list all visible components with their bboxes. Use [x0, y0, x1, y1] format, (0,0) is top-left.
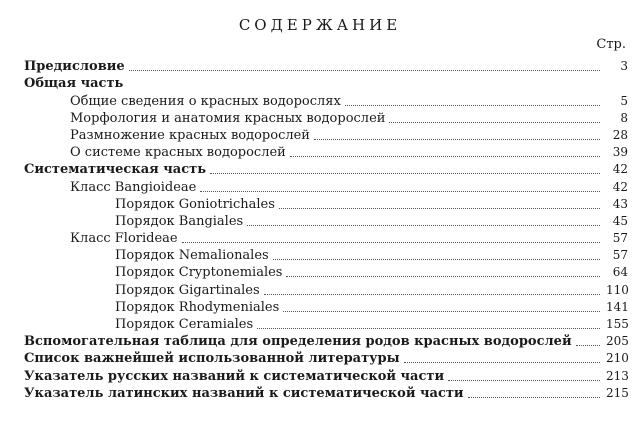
toc-entry-label: Общая часть [24, 75, 127, 92]
toc-entry-page-number: 39 [612, 145, 628, 160]
page-title: СОДЕРЖАНИЕ [238, 16, 402, 34]
table-of-contents [24, 58, 628, 402]
toc-entry [24, 247, 628, 264]
toc-entry-label: Порядок Rhodymeniales [115, 299, 283, 316]
dot-leader [200, 191, 600, 192]
dot-leader [290, 156, 600, 157]
toc-entry-label: Порядок Cryptonemiales [115, 264, 286, 281]
toc-entry-page-number: 42 [612, 179, 628, 194]
toc-entry-page-number: 213 [606, 368, 629, 383]
toc-entry-page-number: 42 [612, 162, 628, 177]
toc-entry-label: Порядок Bangiales [115, 213, 247, 230]
page-column-label: Стр. [596, 37, 626, 52]
toc-entry-label: Общие сведения о красных водорослях [70, 93, 345, 110]
toc-entry [24, 230, 628, 247]
toc-entry-label: Размножение красных водорослей [70, 127, 314, 144]
toc-entry-label: Порядок Goniotrichales [115, 196, 279, 213]
toc-entry-page-number: 141 [606, 299, 629, 314]
toc-entry-label: Порядок Ceramiales [115, 316, 257, 333]
toc-entry [24, 127, 628, 144]
dot-leader [129, 70, 600, 71]
dot-leader [283, 311, 600, 312]
toc-entry [24, 264, 628, 281]
toc-entry [24, 281, 628, 298]
toc-entry-label: Порядок Gigartinales [115, 282, 264, 299]
dot-leader [468, 397, 600, 398]
toc-entry-label: Порядок Nemalionales [115, 247, 273, 264]
toc-entry [24, 213, 628, 230]
dot-leader [247, 225, 600, 226]
toc-entry-page-number: 110 [606, 282, 629, 297]
toc-entry-label: Список важнейшей использованной литературы [24, 350, 404, 367]
dot-leader [257, 328, 600, 329]
toc-entry-label: О системе красных водорослей [70, 144, 290, 161]
toc-entry-label: Предисловие [24, 58, 129, 75]
toc-entry-label: Морфология и анатомия красных водорослей [70, 110, 389, 127]
toc-entry-page-number: 28 [612, 127, 628, 142]
toc-entry [24, 58, 628, 75]
toc-entry-page-number: 3 [620, 59, 628, 74]
toc-entry [24, 92, 628, 109]
toc-entry-page-number: 57 [612, 231, 628, 246]
toc-entry [24, 144, 628, 161]
toc-entry [24, 196, 628, 213]
dot-leader [279, 208, 600, 209]
toc-entry-page-number: 205 [606, 334, 629, 349]
toc-entry-page-number: 57 [612, 248, 628, 263]
toc-entry [24, 110, 628, 127]
toc-entry [24, 385, 628, 402]
dot-leader [264, 294, 600, 295]
toc-entry-label: Класс Bangioideae [70, 179, 200, 196]
toc-entry [24, 75, 628, 92]
toc-entry-page-number: 8 [620, 110, 628, 125]
dot-leader [210, 173, 600, 174]
toc-entry-label: Класс Florideae [70, 230, 182, 247]
toc-entry-label: Систематическая часть [24, 161, 210, 178]
toc-entry-label: Указатель русских названий к систематической части [24, 368, 448, 385]
dot-leader [448, 380, 600, 381]
toc-entry [24, 299, 628, 316]
toc-entry-page-number: 43 [612, 196, 628, 211]
dot-leader [404, 362, 600, 363]
toc-entry-page-number: 210 [606, 351, 629, 366]
toc-entry [24, 161, 628, 178]
toc-entry-label: Указатель латинских названий к систематической части [24, 385, 468, 402]
dot-leader [345, 105, 600, 106]
dot-leader [286, 276, 600, 277]
toc-entry [24, 333, 628, 350]
toc-entry [24, 316, 628, 333]
toc-entry-page-number: 45 [612, 213, 628, 228]
toc-entry [24, 367, 628, 384]
toc-entry-label: Вспомогательная таблица для определения родов красных водорослей [24, 333, 576, 350]
dot-leader [182, 242, 600, 243]
toc-entry [24, 178, 628, 195]
dot-leader [273, 259, 600, 260]
toc-entry-page-number: 5 [620, 93, 628, 108]
toc-entry [24, 350, 628, 367]
dot-leader [389, 122, 600, 123]
dot-leader [314, 139, 600, 140]
toc-entry-page-number: 64 [612, 265, 628, 280]
toc-entry-page-number: 155 [606, 317, 629, 331]
toc-entry-page-number: 215 [606, 385, 629, 400]
dot-leader [576, 345, 600, 346]
